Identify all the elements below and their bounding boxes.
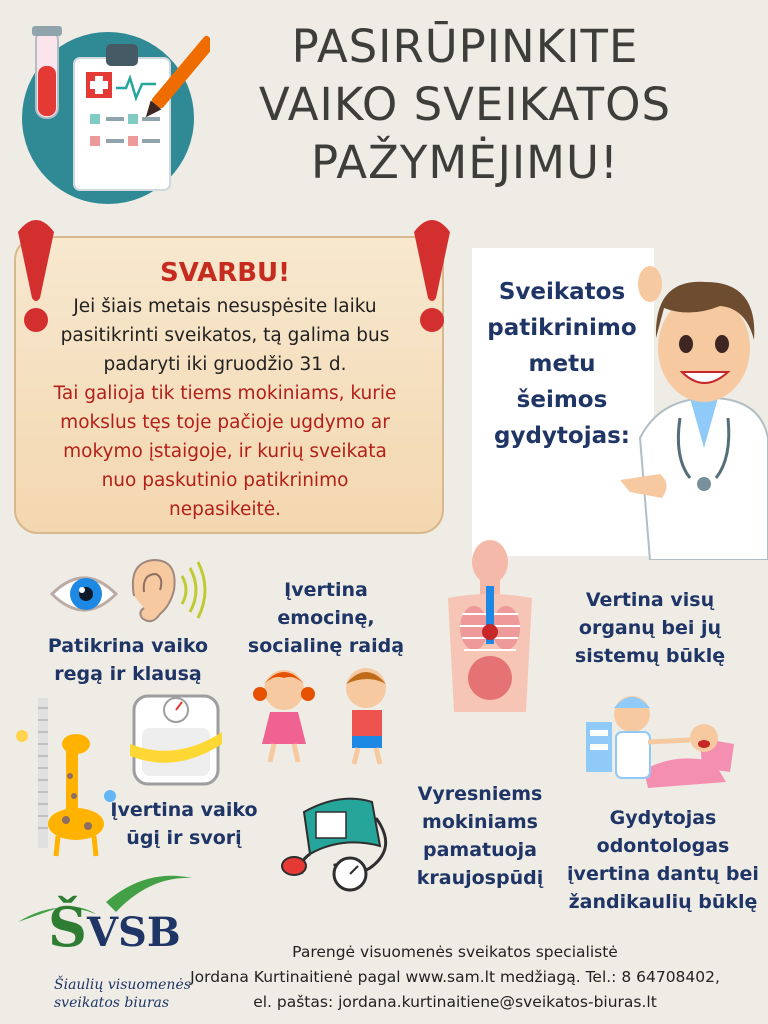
board-line: šeimos (516, 387, 608, 413)
feature-line: odontologas (596, 835, 730, 857)
kids-icon (248, 660, 408, 768)
logo-mark-s: Š (48, 895, 87, 959)
logo-mark-rest: VSB (87, 909, 181, 956)
ear-icon (124, 556, 210, 630)
important-line: Jei šiais metais nesuspėsite laiku (73, 296, 377, 317)
feature-line: Patikrina vaiko (47, 635, 209, 657)
eye-icon (48, 562, 120, 626)
footer-line: el. paštas: jordana.kurtinaitiene@sveikatos-biuras.lt (253, 993, 657, 1011)
feature-vision-hearing (28, 632, 228, 688)
footer-credits (150, 940, 760, 1015)
title-line: PASIRŪPINKITE (291, 20, 639, 73)
feature-dental (560, 804, 766, 916)
blood-pressure-monitor-icon (280, 788, 400, 896)
important-line: mokymo įstaigoje, ir kurių sveikata (63, 441, 387, 462)
feature-line: pamatuoja (422, 839, 538, 861)
feature-organ-systems (560, 586, 740, 670)
board-line: Sveikatos (498, 279, 626, 305)
feature-line: Vertina visų (585, 589, 715, 611)
feature-line: Įvertina vaiko (110, 799, 258, 821)
important-text (30, 256, 420, 524)
clipboard-checklist-icon (10, 18, 210, 208)
important-line: pasitikrinti sveikatos, tą galima bus (60, 325, 390, 346)
title-line: VAIKO SVEIKATOS (258, 78, 672, 131)
logo-sub-line: Šiaulių visuomenės (54, 977, 191, 993)
feature-line: žandikaulių būklę (568, 891, 758, 913)
important-line: padaryti iki gruodžio 31 d. (103, 354, 347, 375)
important-line: nepasikeitė. (168, 499, 282, 520)
feature-line: kraujospūdį (416, 867, 544, 889)
feature-line: regą ir klausą (54, 663, 202, 685)
important-heading: SVARBU! (159, 258, 290, 288)
anatomy-torso-icon (440, 536, 540, 722)
feature-line: sistemų būklę (574, 645, 726, 667)
feature-blood-pressure (400, 780, 560, 892)
feature-line: socialinę raidą (247, 635, 405, 657)
doctor-illustration (620, 248, 768, 560)
dentist-scene-icon (584, 682, 738, 794)
page-title (230, 18, 700, 192)
feature-line: Vyresniems (417, 783, 543, 805)
feature-line: emocinę, (277, 607, 375, 629)
feature-height-weight (104, 796, 264, 852)
scale-icon (130, 692, 222, 788)
feature-line: mokiniams (422, 811, 538, 833)
feature-line: Gydytojas (609, 807, 717, 829)
board-line: patikrinimo (487, 315, 637, 341)
feature-line: ūgį ir svorį (126, 827, 242, 849)
footer-line: Parengė visuomenės sveikatos specialistė (292, 943, 618, 961)
feature-line: Įvertina (284, 579, 368, 601)
feature-emotional-development (236, 576, 416, 660)
important-line: Tai galioja tik tiems mokiniams, kurie (53, 383, 397, 404)
important-line: mokslus tęs toje pačioje ugdymo ar (60, 412, 390, 433)
important-line: nuo paskutinio patikrinimo (101, 470, 349, 491)
board-line: metu (528, 351, 596, 377)
feature-line: įvertina dantų bei (567, 863, 759, 885)
logo-sub-line: sveikatos biuras (54, 995, 170, 1011)
feature-line: organų bei jų (578, 617, 722, 639)
board-line: gydytojas: (493, 423, 630, 449)
footer-line: Jordana Kurtinaitienė pagal www.sam.lt medžiagą. Tel.: 8 64708402, (190, 968, 720, 986)
title-line: PAŽYMĖJIMU! (311, 136, 619, 189)
